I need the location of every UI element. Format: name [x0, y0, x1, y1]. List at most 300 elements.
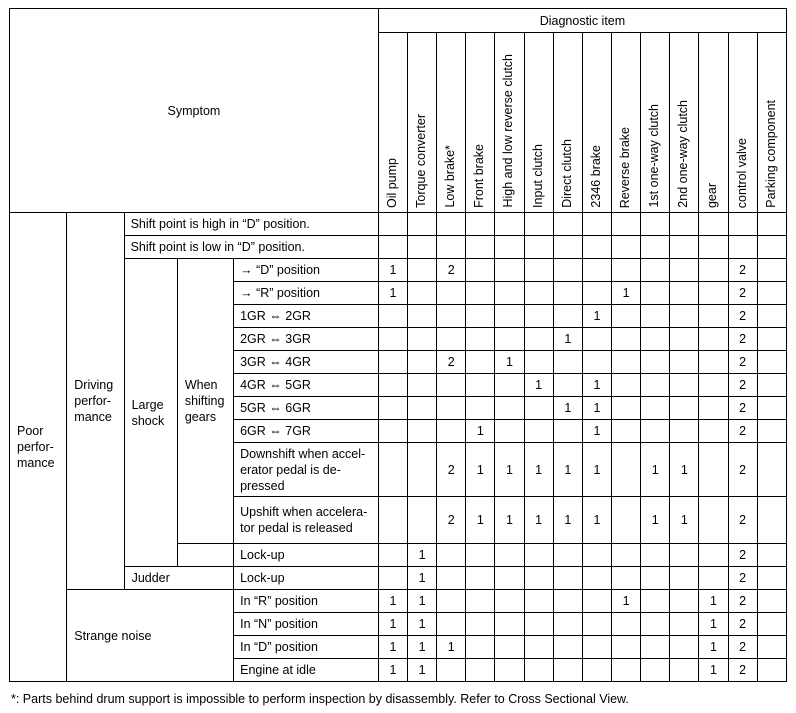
group-driving-performance: Driving perfor-mance	[67, 213, 124, 590]
value-cell	[524, 305, 553, 328]
value-cell	[437, 236, 466, 259]
value-cell: 1	[378, 659, 407, 682]
value-cell	[582, 213, 611, 236]
value-cell	[612, 443, 641, 497]
value-cell	[495, 567, 524, 590]
value-cell	[641, 544, 670, 567]
column-header-label: Front brake	[472, 144, 487, 208]
value-cell	[757, 613, 786, 636]
row-label: 3GR ⇔ 4GR	[234, 351, 379, 374]
value-cell	[582, 259, 611, 282]
value-cell	[612, 420, 641, 443]
row-label: → “R” position	[234, 282, 379, 305]
value-cell	[495, 420, 524, 443]
value-cell	[757, 659, 786, 682]
value-cell: 2	[437, 443, 466, 497]
value-cell	[378, 351, 407, 374]
footnote: *: Parts behind drum support is impossible to perform inspection by disassembly. Refer to Cross Sectional View.	[11, 692, 629, 706]
value-cell	[699, 351, 728, 374]
value-cell	[641, 567, 670, 590]
row-label: → “D” position	[234, 259, 379, 282]
column-header	[728, 33, 757, 213]
value-cell: 2	[728, 374, 757, 397]
value-cell	[437, 328, 466, 351]
value-cell	[612, 328, 641, 351]
value-cell	[641, 213, 670, 236]
value-cell: 1	[495, 351, 524, 374]
value-cell	[437, 305, 466, 328]
value-cell	[524, 590, 553, 613]
value-cell	[670, 374, 699, 397]
value-cell: 1	[582, 397, 611, 420]
value-cell: 1	[699, 590, 728, 613]
value-cell	[582, 567, 611, 590]
value-cell	[699, 282, 728, 305]
value-cell	[553, 236, 582, 259]
column-header	[670, 33, 699, 213]
value-cell	[757, 636, 786, 659]
value-cell	[378, 305, 407, 328]
value-cell: 1	[670, 443, 699, 497]
value-cell	[437, 544, 466, 567]
value-cell	[670, 351, 699, 374]
value-cell: 1	[378, 259, 407, 282]
column-header	[378, 33, 407, 213]
column-header-label: 2346 brake	[588, 145, 603, 208]
value-cell	[378, 374, 407, 397]
value-cell	[378, 567, 407, 590]
row-label: 4GR ⇔ 5GR	[234, 374, 379, 397]
value-cell: 1	[582, 374, 611, 397]
value-cell	[582, 351, 611, 374]
value-cell	[553, 544, 582, 567]
value-cell: 1	[699, 659, 728, 682]
value-cell	[670, 397, 699, 420]
row-label: In “N” position	[234, 613, 379, 636]
value-cell	[728, 213, 757, 236]
value-cell	[699, 374, 728, 397]
value-cell: 1	[582, 420, 611, 443]
row-spacer	[177, 544, 233, 567]
value-cell	[408, 497, 437, 544]
value-cell: 1	[641, 497, 670, 544]
value-cell: 2	[728, 328, 757, 351]
value-cell	[582, 236, 611, 259]
table-row	[10, 213, 787, 236]
value-cell: 1	[378, 590, 407, 613]
value-cell	[757, 236, 786, 259]
row-label: Engine at idle	[234, 659, 379, 682]
column-header-label: gear	[705, 182, 720, 208]
row-label: Upshift when accelera-tor pedal is released	[234, 497, 379, 544]
value-cell	[757, 420, 786, 443]
value-cell	[553, 636, 582, 659]
column-header	[641, 33, 670, 213]
value-cell	[612, 374, 641, 397]
value-cell: 2	[728, 351, 757, 374]
value-cell	[670, 420, 699, 443]
value-cell	[524, 351, 553, 374]
value-cell	[466, 613, 495, 636]
value-cell	[466, 236, 495, 259]
value-cell	[641, 420, 670, 443]
row-label: Shift point is low in “D” position.	[124, 236, 378, 259]
value-cell	[408, 236, 437, 259]
row-label: 6GR ⇔ 7GR	[234, 420, 379, 443]
column-header-label: Direct clutch	[559, 139, 574, 208]
value-cell	[495, 236, 524, 259]
value-cell	[378, 236, 407, 259]
value-cell	[524, 613, 553, 636]
value-cell	[437, 397, 466, 420]
column-header-label: Reverse brake	[618, 126, 632, 208]
value-cell	[641, 590, 670, 613]
value-cell	[466, 282, 495, 305]
column-header-label: High and low reverse clutch	[501, 54, 516, 208]
value-cell: 1	[553, 328, 582, 351]
row-label: In “D” position	[234, 636, 379, 659]
value-cell	[612, 213, 641, 236]
value-cell	[757, 590, 786, 613]
value-cell: 1	[612, 590, 641, 613]
value-cell	[378, 397, 407, 420]
value-cell	[641, 613, 670, 636]
value-cell	[699, 259, 728, 282]
table-row	[10, 567, 787, 590]
value-cell	[437, 213, 466, 236]
value-cell	[699, 213, 728, 236]
value-cell: 2	[728, 420, 757, 443]
value-cell	[378, 544, 407, 567]
value-cell: 1	[466, 443, 495, 497]
value-cell	[495, 544, 524, 567]
value-cell	[612, 305, 641, 328]
value-cell	[378, 443, 407, 497]
value-cell	[495, 259, 524, 282]
value-cell	[524, 567, 553, 590]
value-cell	[466, 397, 495, 420]
value-cell: 2	[728, 544, 757, 567]
table-row	[10, 590, 787, 613]
value-cell	[524, 636, 553, 659]
value-cell	[524, 420, 553, 443]
value-cell	[378, 497, 407, 544]
value-cell	[670, 236, 699, 259]
value-cell	[699, 236, 728, 259]
value-cell	[408, 282, 437, 305]
value-cell	[612, 544, 641, 567]
row-label: In “R” position	[234, 590, 379, 613]
value-cell	[553, 420, 582, 443]
value-cell	[670, 636, 699, 659]
value-cell	[757, 282, 786, 305]
column-header	[495, 33, 524, 213]
value-cell	[408, 213, 437, 236]
value-cell	[524, 544, 553, 567]
value-cell	[670, 613, 699, 636]
value-cell	[641, 351, 670, 374]
value-cell	[757, 567, 786, 590]
value-cell	[553, 590, 582, 613]
value-cell	[699, 397, 728, 420]
value-cell	[408, 328, 437, 351]
value-cell	[408, 351, 437, 374]
value-cell	[553, 374, 582, 397]
value-cell	[582, 659, 611, 682]
value-cell	[641, 397, 670, 420]
value-cell	[582, 636, 611, 659]
value-cell	[437, 613, 466, 636]
value-cell	[757, 259, 786, 282]
value-cell	[757, 328, 786, 351]
value-cell: 1	[641, 443, 670, 497]
row-label: 1GR ⇔ 2GR	[234, 305, 379, 328]
value-cell	[495, 305, 524, 328]
value-cell	[466, 328, 495, 351]
value-cell: 1	[699, 636, 728, 659]
value-cell	[553, 567, 582, 590]
column-header-label: 1st one-way clutch	[647, 104, 662, 208]
diagnostic-item-header: Diagnostic item	[378, 9, 786, 33]
value-cell	[466, 305, 495, 328]
row-label: Downshift when accel-erator pedal is de-pressed	[234, 443, 379, 497]
value-cell	[553, 305, 582, 328]
value-cell	[582, 282, 611, 305]
column-header-label: Low brake*	[443, 145, 458, 208]
value-cell	[437, 374, 466, 397]
value-cell: 1	[408, 659, 437, 682]
column-header	[524, 33, 553, 213]
value-cell	[437, 590, 466, 613]
value-cell	[495, 590, 524, 613]
row-label: 5GR ⇔ 6GR	[234, 397, 379, 420]
value-cell	[699, 497, 728, 544]
value-cell	[757, 397, 786, 420]
value-cell: 1	[378, 636, 407, 659]
value-cell	[612, 497, 641, 544]
value-cell	[641, 236, 670, 259]
value-cell	[408, 420, 437, 443]
value-cell: 1	[553, 497, 582, 544]
value-cell	[495, 397, 524, 420]
column-header	[466, 33, 495, 213]
value-cell	[612, 659, 641, 682]
value-cell: 1	[378, 613, 407, 636]
table-body	[10, 213, 787, 682]
value-cell: 2	[728, 636, 757, 659]
value-cell: 2	[437, 351, 466, 374]
value-cell	[466, 374, 495, 397]
row-label: Lock-up	[234, 567, 379, 590]
value-cell	[437, 282, 466, 305]
value-cell	[495, 374, 524, 397]
value-cell: 1	[612, 282, 641, 305]
value-cell	[524, 282, 553, 305]
group-when-shifting-gears: When shifting gears	[177, 259, 233, 544]
column-header-label: Parking component	[763, 100, 778, 208]
value-cell	[582, 590, 611, 613]
value-cell	[466, 590, 495, 613]
column-header-label: Oil pump	[384, 157, 399, 208]
value-cell	[699, 567, 728, 590]
value-cell	[553, 213, 582, 236]
value-cell	[670, 590, 699, 613]
value-cell	[612, 259, 641, 282]
value-cell	[466, 351, 495, 374]
column-header-label: 2nd one-way clutch	[676, 100, 691, 208]
value-cell	[728, 236, 757, 259]
value-cell: 1	[466, 420, 495, 443]
value-cell	[641, 636, 670, 659]
value-cell	[670, 567, 699, 590]
column-header-label: Input clutch	[530, 144, 545, 208]
value-cell	[437, 420, 466, 443]
value-cell: 1	[408, 613, 437, 636]
column-header-label: control valve	[734, 137, 749, 208]
group-large-shock: Large shock	[124, 259, 177, 567]
value-cell	[553, 351, 582, 374]
value-cell	[408, 397, 437, 420]
group-judder: Judder	[124, 567, 234, 590]
group-poor-performance: Poor perfor-mance	[10, 213, 67, 682]
value-cell	[757, 213, 786, 236]
value-cell: 1	[408, 567, 437, 590]
value-cell	[466, 567, 495, 590]
diagnosis-table	[9, 8, 787, 682]
value-cell: 2	[728, 443, 757, 497]
value-cell	[670, 259, 699, 282]
value-cell: 1	[553, 397, 582, 420]
column-header	[437, 33, 466, 213]
value-cell	[757, 351, 786, 374]
column-header	[612, 33, 641, 213]
value-cell	[553, 282, 582, 305]
value-cell	[757, 544, 786, 567]
value-cell	[612, 613, 641, 636]
row-label: Shift point is high in “D” position.	[124, 213, 378, 236]
value-cell: 2	[728, 613, 757, 636]
column-header	[757, 33, 786, 213]
value-cell	[699, 305, 728, 328]
value-cell	[582, 544, 611, 567]
value-cell: 1	[408, 636, 437, 659]
value-cell	[699, 328, 728, 351]
value-cell	[699, 544, 728, 567]
value-cell	[757, 443, 786, 497]
value-cell	[524, 659, 553, 682]
value-cell	[670, 659, 699, 682]
value-cell: 1	[524, 443, 553, 497]
value-cell	[641, 305, 670, 328]
value-cell	[641, 259, 670, 282]
value-cell	[641, 374, 670, 397]
value-cell: 1	[495, 497, 524, 544]
value-cell	[495, 328, 524, 351]
value-cell	[641, 328, 670, 351]
value-cell: 2	[728, 497, 757, 544]
value-cell	[641, 282, 670, 305]
value-cell	[378, 328, 407, 351]
value-cell	[408, 305, 437, 328]
value-cell: 2	[728, 397, 757, 420]
value-cell	[757, 374, 786, 397]
value-cell	[495, 282, 524, 305]
value-cell	[524, 259, 553, 282]
value-cell	[466, 259, 495, 282]
value-cell	[699, 443, 728, 497]
row-label: 2GR ⇔ 3GR	[234, 328, 379, 351]
column-header	[699, 33, 728, 213]
value-cell	[495, 636, 524, 659]
value-cell: 1	[582, 305, 611, 328]
group-strange-noise: Strange noise	[67, 590, 234, 682]
value-cell	[670, 328, 699, 351]
symptom-header	[10, 9, 379, 213]
value-cell	[641, 659, 670, 682]
value-cell	[437, 659, 466, 682]
symptom-header-label: Symptom	[167, 103, 221, 118]
value-cell	[757, 305, 786, 328]
value-cell	[437, 567, 466, 590]
value-cell	[582, 328, 611, 351]
column-header	[582, 33, 611, 213]
value-cell: 1	[699, 613, 728, 636]
value-cell: 1	[466, 497, 495, 544]
value-cell: 1	[553, 443, 582, 497]
value-cell	[670, 282, 699, 305]
value-cell	[408, 259, 437, 282]
value-cell	[612, 397, 641, 420]
value-cell	[524, 213, 553, 236]
value-cell	[553, 259, 582, 282]
value-cell: 2	[437, 259, 466, 282]
value-cell	[378, 213, 407, 236]
value-cell: 2	[437, 497, 466, 544]
value-cell: 1	[408, 590, 437, 613]
value-cell: 1	[582, 443, 611, 497]
value-cell	[408, 443, 437, 497]
column-header	[408, 33, 437, 213]
value-cell	[670, 305, 699, 328]
value-cell: 2	[728, 282, 757, 305]
value-cell: 2	[728, 590, 757, 613]
value-cell: 1	[670, 497, 699, 544]
value-cell	[495, 213, 524, 236]
value-cell	[495, 613, 524, 636]
value-cell	[524, 328, 553, 351]
value-cell: 1	[582, 497, 611, 544]
value-cell: 1	[495, 443, 524, 497]
value-cell	[378, 420, 407, 443]
value-cell	[612, 636, 641, 659]
value-cell: 1	[524, 497, 553, 544]
table-row	[10, 236, 787, 259]
value-cell	[612, 351, 641, 374]
value-cell	[699, 420, 728, 443]
value-cell	[466, 544, 495, 567]
value-cell	[757, 497, 786, 544]
value-cell	[553, 659, 582, 682]
value-cell	[612, 567, 641, 590]
value-cell: 2	[728, 259, 757, 282]
value-cell: 1	[437, 636, 466, 659]
value-cell	[582, 613, 611, 636]
value-cell	[466, 213, 495, 236]
value-cell: 1	[378, 282, 407, 305]
value-cell	[466, 636, 495, 659]
row-label: Lock-up	[234, 544, 379, 567]
value-cell	[524, 236, 553, 259]
